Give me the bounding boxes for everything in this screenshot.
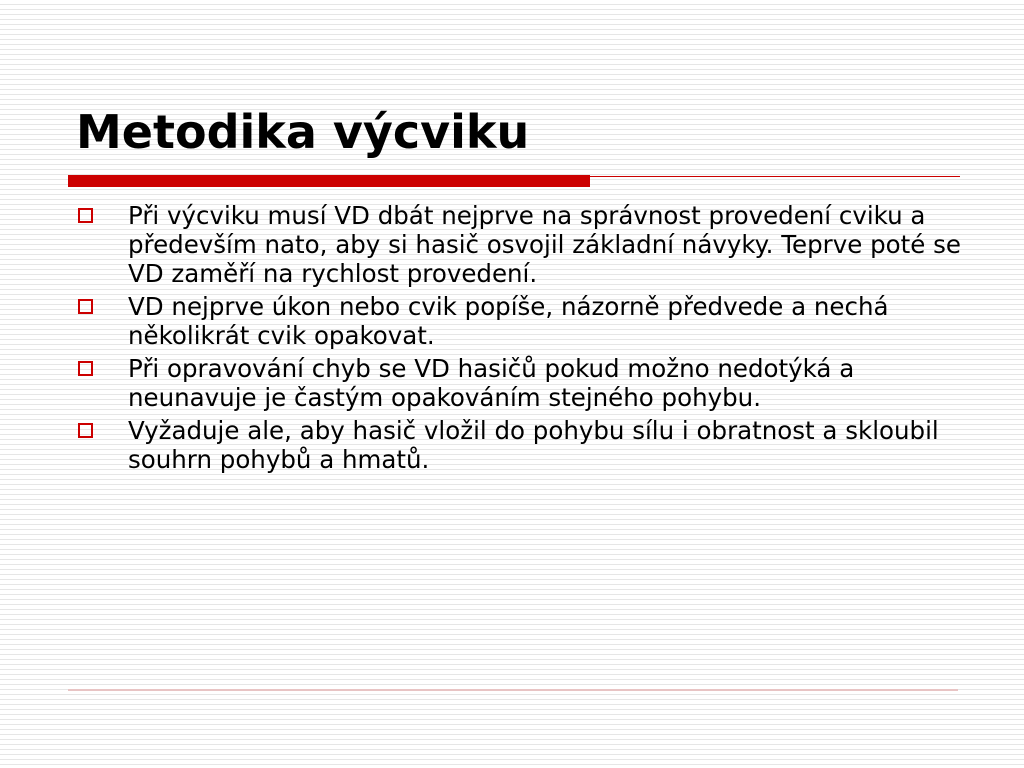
square-bullet-icon [78,208,93,223]
bullet-text: Při výcviku musí VD dbát nejprve na správnost provedení cviku a především nato, aby si hasič osvojil základní návyky. Teprve poté se VD zaměří na rychlost provedení. [128,201,961,288]
footer-divider [68,689,958,691]
bullet-text: VD nejprve úkon nebo cvik popíše, názorně předvede a nechá několikrát cvik opakovat. [128,292,889,350]
bullet-item [76,201,976,288]
bullet-text: Vyžaduje ale, aby hasič vložil do pohybu sílu i obratnost a skloubil souhrn pohybů a hmatů. [128,416,939,474]
title-underline-thin [590,176,960,177]
bullet-list [76,201,976,478]
slide-title: Metodika výcviku [76,105,530,159]
bullet-text: Při opravování chyb se VD hasičů pokud možno nedotýká a neunavuje je častým opakováním stejného pohybu. [128,354,855,412]
bullet-item [76,354,976,412]
bullet-item [76,292,976,350]
square-bullet-icon [78,299,93,314]
title-underline-thick [68,175,590,187]
square-bullet-icon [78,361,93,376]
bullet-item [76,416,976,474]
square-bullet-icon [78,423,93,438]
